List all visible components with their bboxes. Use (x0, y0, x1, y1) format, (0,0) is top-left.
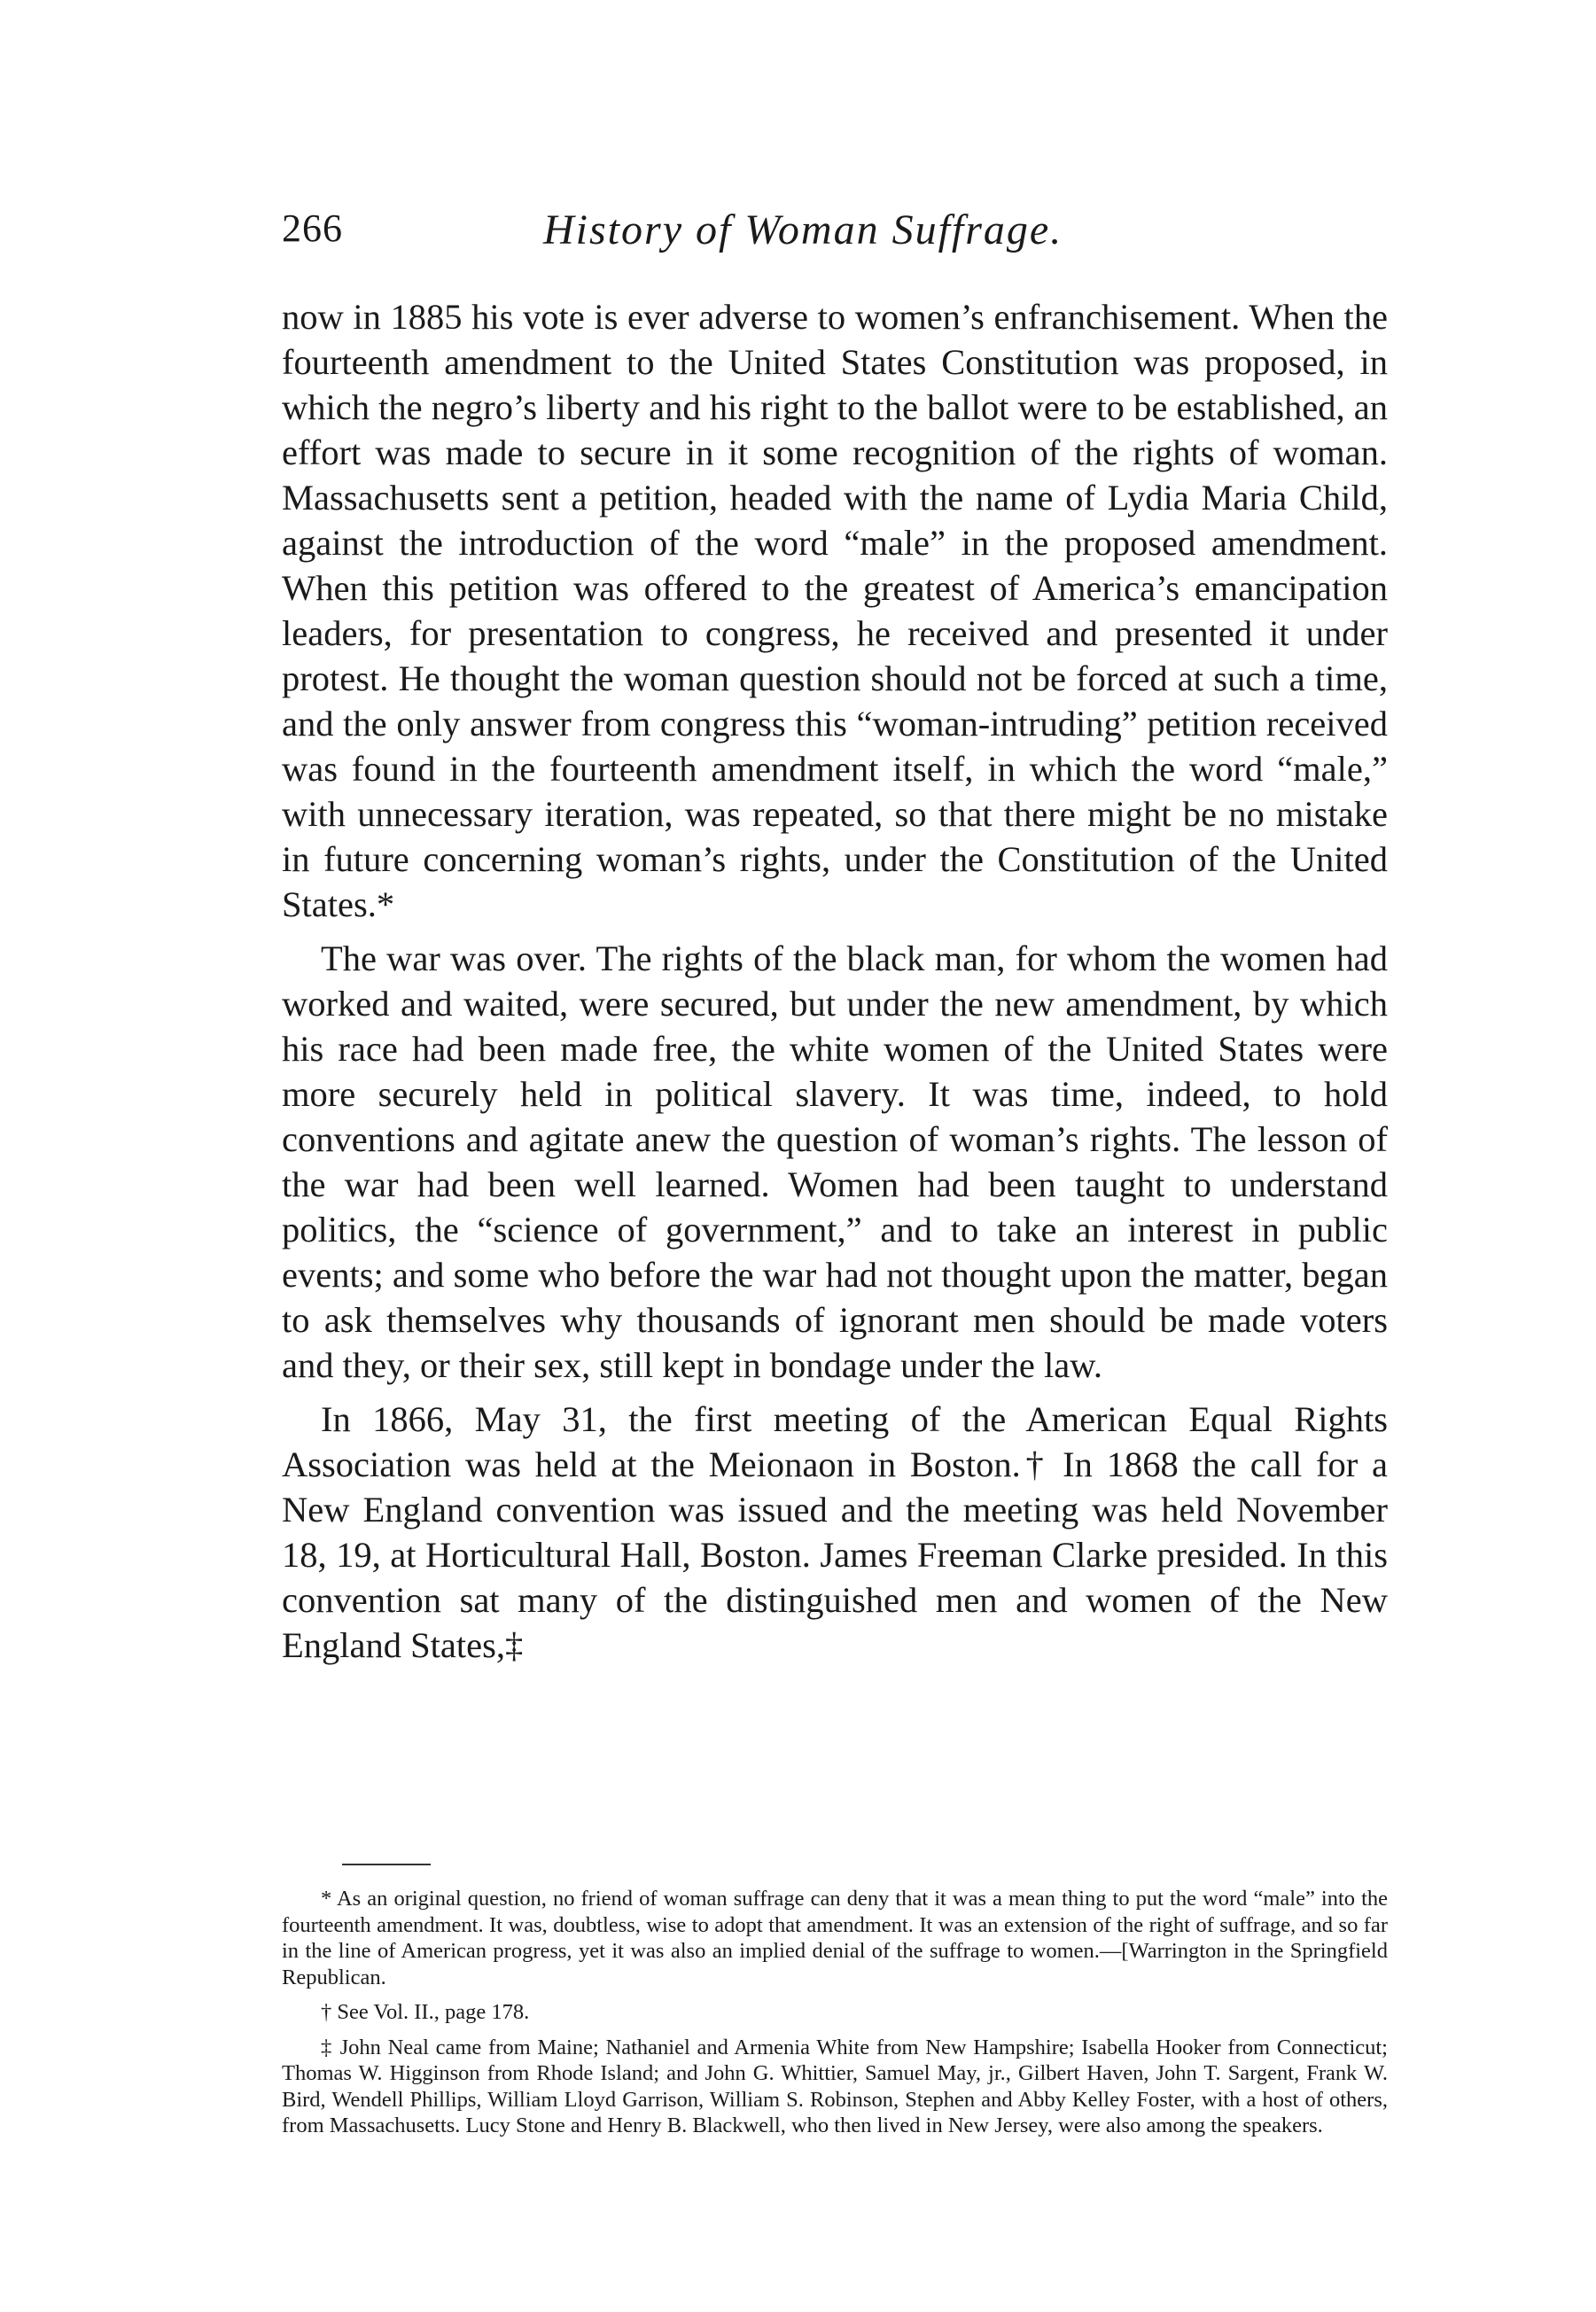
paragraph-continuation: now in 1885 his vote is ever adverse to women’s enfranchisement. When the fourteenth amendment to the United States Constitution was proposed, in which the negro’s liberty and his right to the ballot were to be established, an effort was made to secure in it some recognition of the rights of woman. Massachusetts sent a petition, headed with the name of Lydia Maria Child, against the introduction of the word “male” in the proposed amendment. When this petition was offered to the greatest of America’s emancipation leaders, for presentation to congress, he received and presented it under protest. He thought the woman question should not be forced at such a time, and the only answer from congress this “woman-intruding” petition received was found in the fourteenth amendment itself, in which the word “male,” with unnecessary iteration, was repeated, so that there might be no mistake in future concerning woman’s rights, under the Constitution of the United States.* (282, 297, 1388, 924)
running-title: History of Woman Suffrage. (543, 206, 1063, 253)
footnote-double-dagger: ‡ John Neal came from Maine; Nathaniel and Armenia White from New Hampshire; Isabella Hooker from Connecticut; Thomas W. Higginson from Rhode Island; and John G. Whittier, Samuel May, jr., Gilbert Haven, John T. Sargent, Frank W. Bird, Wendell Phillips, William Lloyd Garrison, William S. Robinson, Stephen and Abby Kelley Foster, with a host of others, from Massachusetts. Lucy Stone and Henry B. Blackwell, who then lived in New Jersey, were also among the speakers. (282, 2035, 1388, 2137)
paragraph-equal-rights-association: In 1866, May 31, the first meeting of the American Equal Rights Association was held at the Meionaon in Boston.† In 1868 the call for a New England convention was issued and the meeting was held November 18, 19, at Horticultural Hall, Boston. James Freeman Clarke presided. In this convention sat many of the distinguished men and women of the New England States,‡ (282, 1399, 1388, 1665)
paragraph-war-over: The war was over. The rights of the black man, for whom the women had worked and waited, were secured, but under the new amendment, by which his race had been made free, the white women of the United States were more securely held in political slavery. It was time, indeed, to hold conventions and agitate anew the question of woman’s rights. The lesson of the war had been well learned. Women had been taught to understand politics, the “science of government,” and to take an interest in public events; and some who before the war had not thought upon the matter, began to ask themselves why thousands of ignorant men should be made voters and they, or their sex, still kept in bondage under the law. (282, 938, 1388, 1385)
footnote-asterisk: * As an original question, no friend of woman suffrage can deny that it was a mean thing to put the word “male” into the fourteenth amendment. It was, doubtless, wise to adopt that amendment. It was an extension of the right of suffrage, and so far in the line of American progress, yet it was also an implied denial of the suffrage to women.—[Warrington in the Springfield Republican. (282, 1887, 1388, 1989)
body-text (282, 294, 1388, 1668)
footnote-divider (342, 1864, 431, 1865)
page-header (282, 206, 1390, 268)
page-number: 266 (282, 206, 343, 250)
footnotes (282, 1886, 1388, 2139)
footnote-dagger: † See Vol. II., page 178. (321, 2000, 530, 2024)
